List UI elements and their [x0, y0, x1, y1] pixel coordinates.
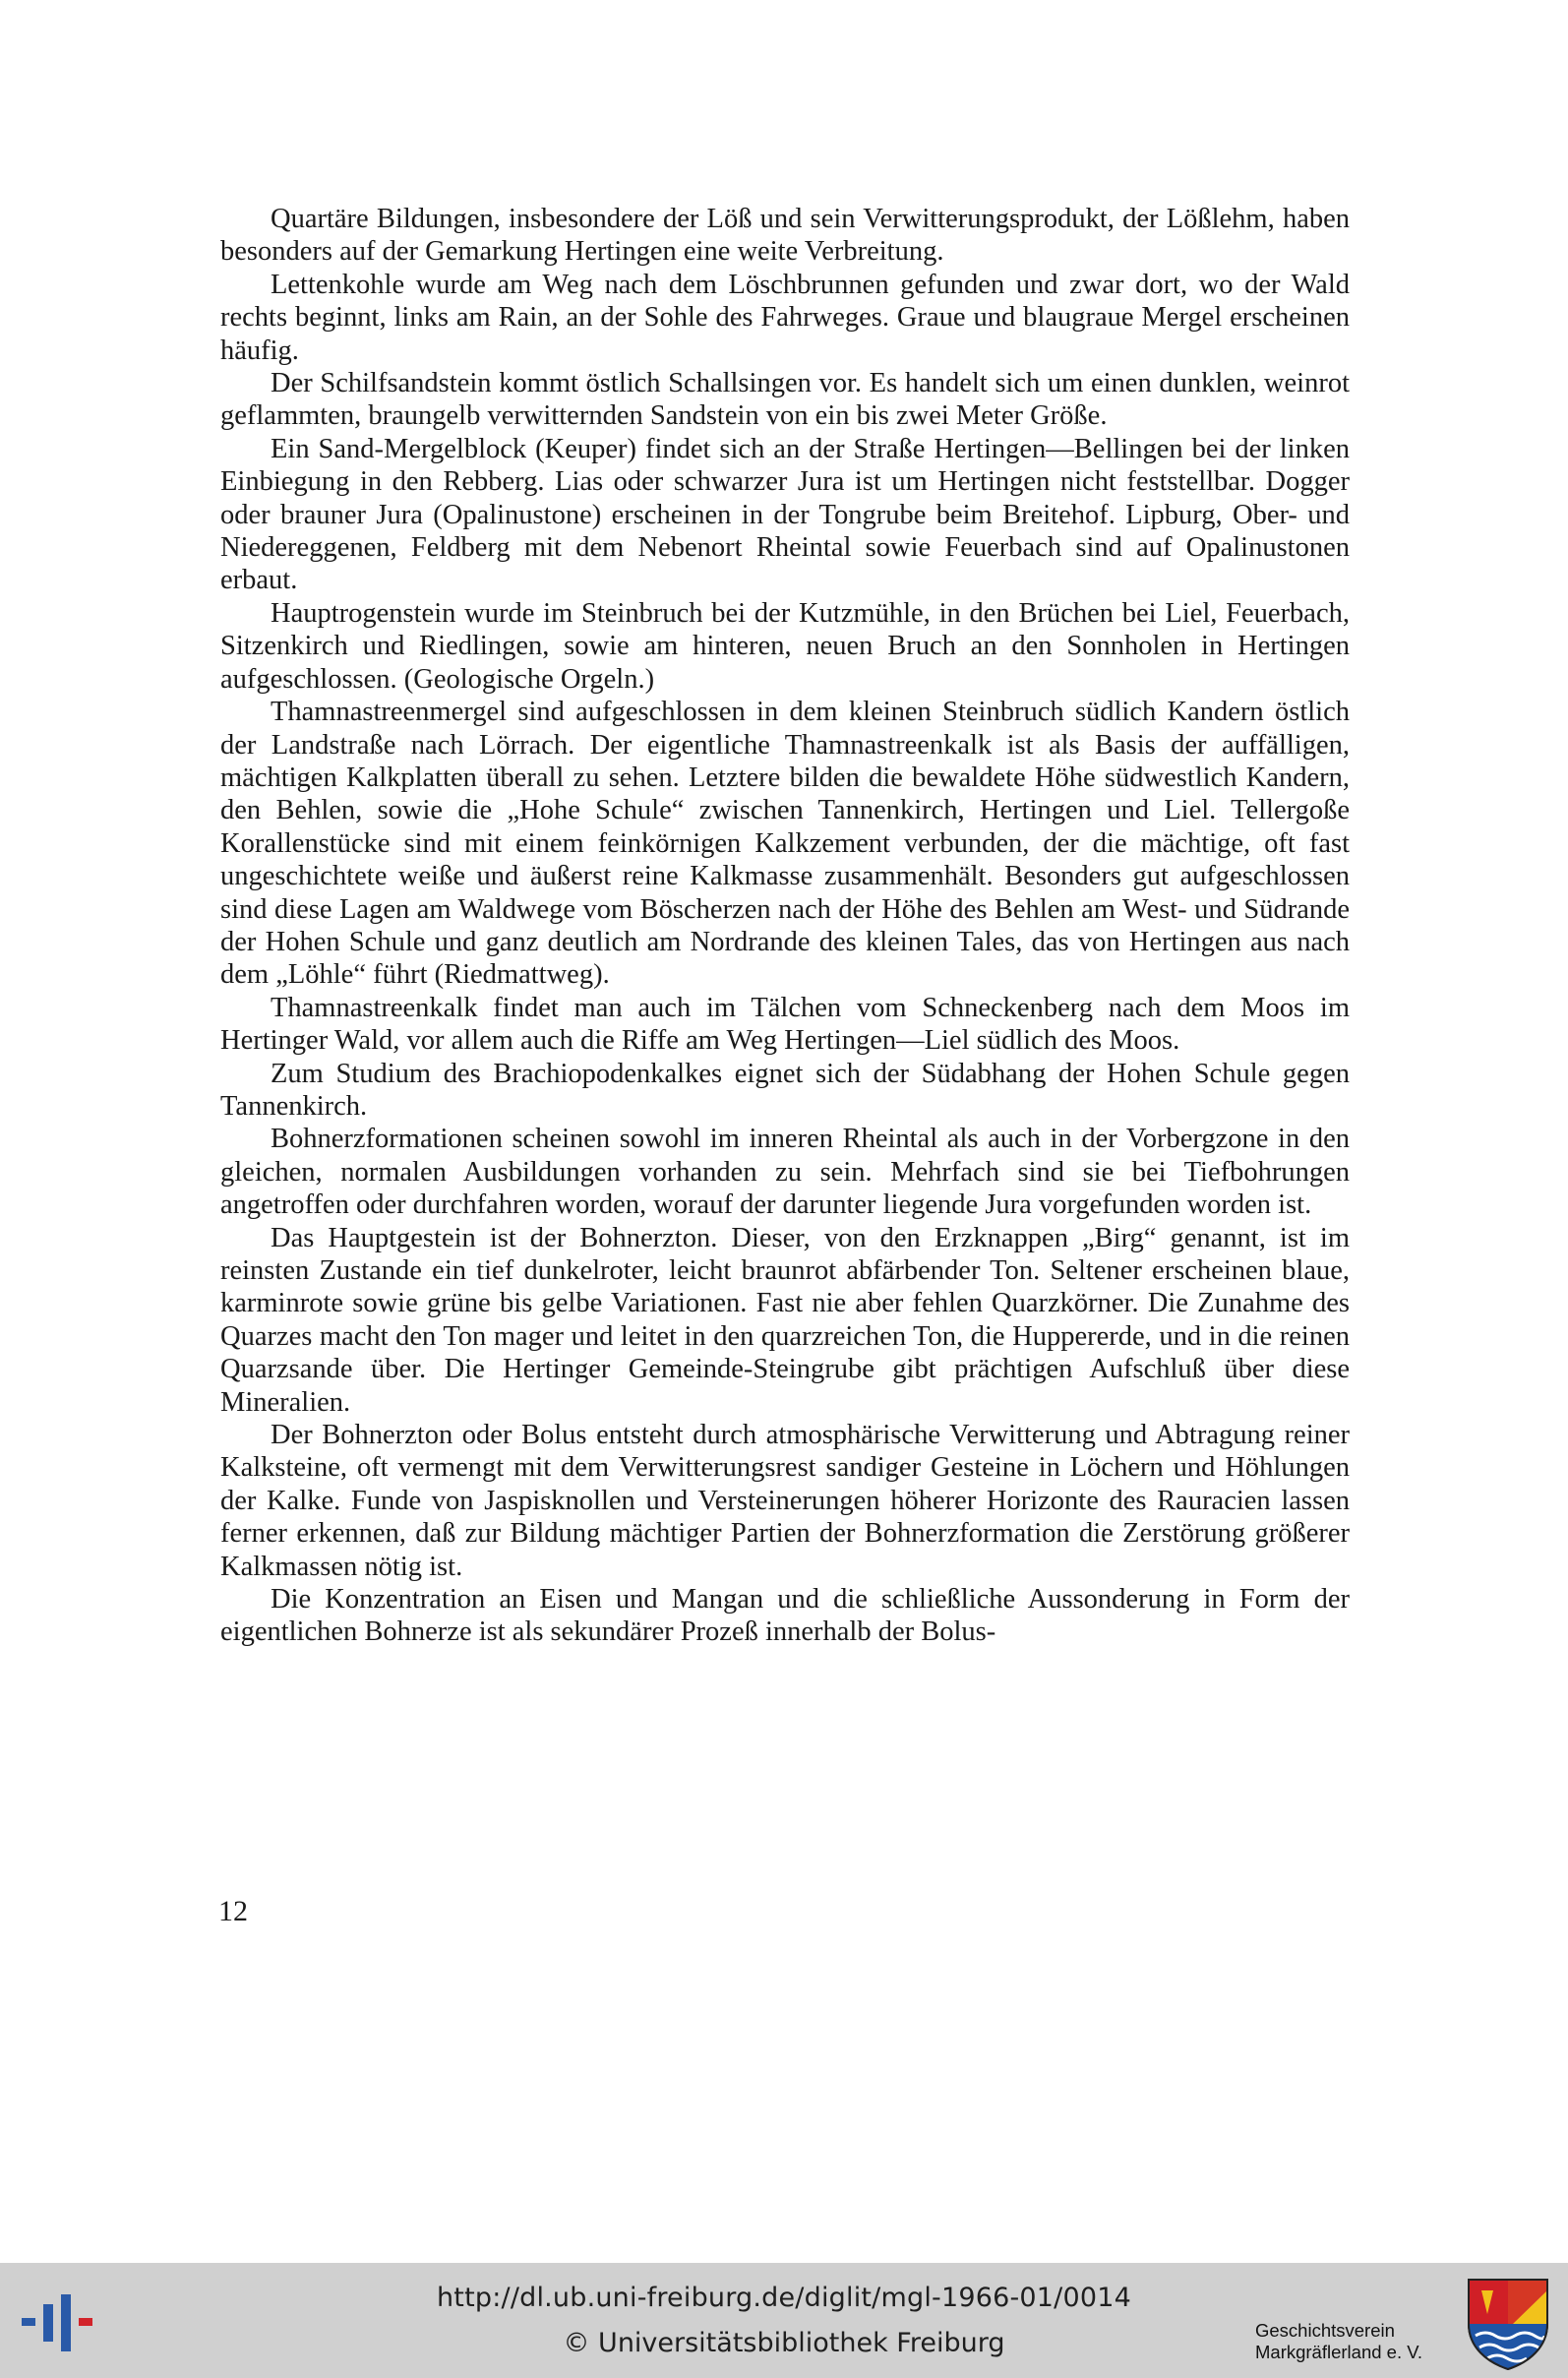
- society-name-line: Markgräflerland e. V.: [1255, 2342, 1423, 2362]
- paragraph: Das Hauptgestein ist der Bohnerzton. Dieser, von den Erzknappen „Birg“ genannt, ist im reinsten Zustande ein tief dunkelroter, leicht braunrot abfärbender Ton. Seltener erscheinen blaue, karminrote sowie grüne bis gelbe Variationen. Fast nie aber fehlen Quarzkörner. Die Zunahme des Quarzes macht den Ton mager und leitet in den quarzreichen Ton, die Huppererde, und in die reinen Quarzsande über. Die Hertinger Gemeinde-Steingrube gibt prächtigen Aufschluß über diese Mineralien.: [220, 1222, 1350, 1418]
- paragraph: Hauptrogenstein wurde im Steinbruch bei der Kutzmühle, in den Brüchen bei Liel, Feuerbach, Sitzenkirch und Riedlingen, sowie am hinteren, neuen Bruch an den Sonnholen in Hertingen aufgeschlossen. (Geologische Orgeln.): [220, 597, 1350, 695]
- page-number: 12: [218, 1895, 248, 1927]
- society-name-line: Geschichtsverein: [1255, 2320, 1395, 2341]
- copyright-notice: © Universitätsbibliothek Freiburg: [563, 2328, 1005, 2358]
- paragraph: Der Schilfsandstein kommt östlich Schallsingen vor. Es handelt sich um einen dunklen, weinrot geflammten, braungelb verwitternden Sandstein von ein bis zwei Meter Größe.: [220, 368, 1350, 432]
- body-text: [220, 203, 1350, 1649]
- paragraph: Zum Studium des Brachiopodenkalkes eignet sich der Südabhang der Hohen Schule gegen Tannenkirch.: [220, 1058, 1350, 1122]
- paragraph: Thamnastreenmergel sind aufgeschlossen in dem kleinen Steinbruch südlich Kandern östlich der Landstraße nach Lörrach. Der eigentliche Thamnastreenkalk ist als Basis der auffälligen, mächtigen Kalkplatten überall zu sehen. Letztere bilden die bewaldete Höhe südwestlich Kandern, den Behlen, sowie die „Hohe Schule“ zwischen Tannenkirch, Hertingen und Liel. Tellergoße Korallenstücke sind mit einem feinkörnigen Kalkzement verbunden, der die mächtige, oft fast ungeschichtete weiße und äußerst reine Kalkmasse zusammenhält. Besonders gut aufgeschlossen sind diese Lagen am Waldwege vom Böscherzen nach der Höhe des Behlen am West- und Südrande der Hohen Schule und ganz deutlich am Nordrande des kleinen Tales, das von Hertingen aus nach dem „Löhle“ führt (Riedmattweg).: [220, 697, 1350, 991]
- document-url-link[interactable]: http://dl.ub.uni-freiburg.de/diglit/mgl-1966-01/0014: [437, 2283, 1131, 2313]
- paragraph: Der Bohnerzton oder Bolus entsteht durch atmosphärische Verwitterung und Abtragung reiner Kalksteine, oft vermengt mit dem Verwitterungsrest sandiger Gesteine in Löchern und Höhlungen der Kalke. Funde von Jaspisknollen und Versteinerungen höherer Horizonte des Rauracien lassen ferner erkennen, daß zur Bildung mächtiger Partien der Bohnerzformation die Zerstörung größerer Kalkmassen nötig ist.: [220, 1420, 1350, 1582]
- paragraph: Ein Sand-Mergelblock (Keuper) findet sich an der Straße Hertingen—Bellingen bei der linken Einbiegung in den Rebberg. Lias oder schwarzer Jura ist um Hertingen nicht feststellbar. Dogger oder brauner Jura (Opalinustone) erscheinen in der Tongrube beim Breitehof. Lipburg, Ober- und Niedereggenen, Feldberg mit dem Nebenort Rheintal sowie Feuerbach sind auf Opalinustonen erbaut.: [220, 433, 1350, 596]
- paragraph: Bohnerzformationen scheinen sowohl im inneren Rheintal als auch in der Vorbergzone in den gleichen, normalen Ausbildungen vorhanden zu sein. Mehrfach sind sie bei Tiefbohrungen angetroffen oder durchfahren worden, worauf der darunter liegende Jura vorgefunden worden ist.: [220, 1124, 1350, 1221]
- society-name: [1255, 2320, 1452, 2363]
- coat-of-arms-icon[interactable]: [1466, 2277, 1550, 2371]
- paragraph: Lettenkohle wurde am Weg nach dem Löschbrunnen gefunden und zwar dort, wo der Wald rechts beginnt, links am Rain, an der Sohle des Fahrweges. Graue und blaugraue Mergel erscheinen häufig.: [220, 269, 1350, 366]
- footer-bar: [0, 2263, 1568, 2378]
- paragraph: Die Konzentration an Eisen und Mangan und die schließliche Aussonderung in Form der eigentlichen Bohnerze ist als sekundärer Prozeß innerhalb der Bolus-: [220, 1584, 1350, 1648]
- paragraph: Thamnastreenkalk findet man auch im Tälchen vom Schneckenberg nach dem Moos im Hertinger Wald, vor allem auch die Riffe am Weg Hertingen—Liel südlich des Moos.: [220, 992, 1350, 1057]
- paragraph: Quartäre Bildungen, insbesondere der Löß und sein Verwitterungsprodukt, der Lößlehm, haben besonders auf der Gemarkung Hertingen eine weite Verbreitung.: [220, 204, 1350, 268]
